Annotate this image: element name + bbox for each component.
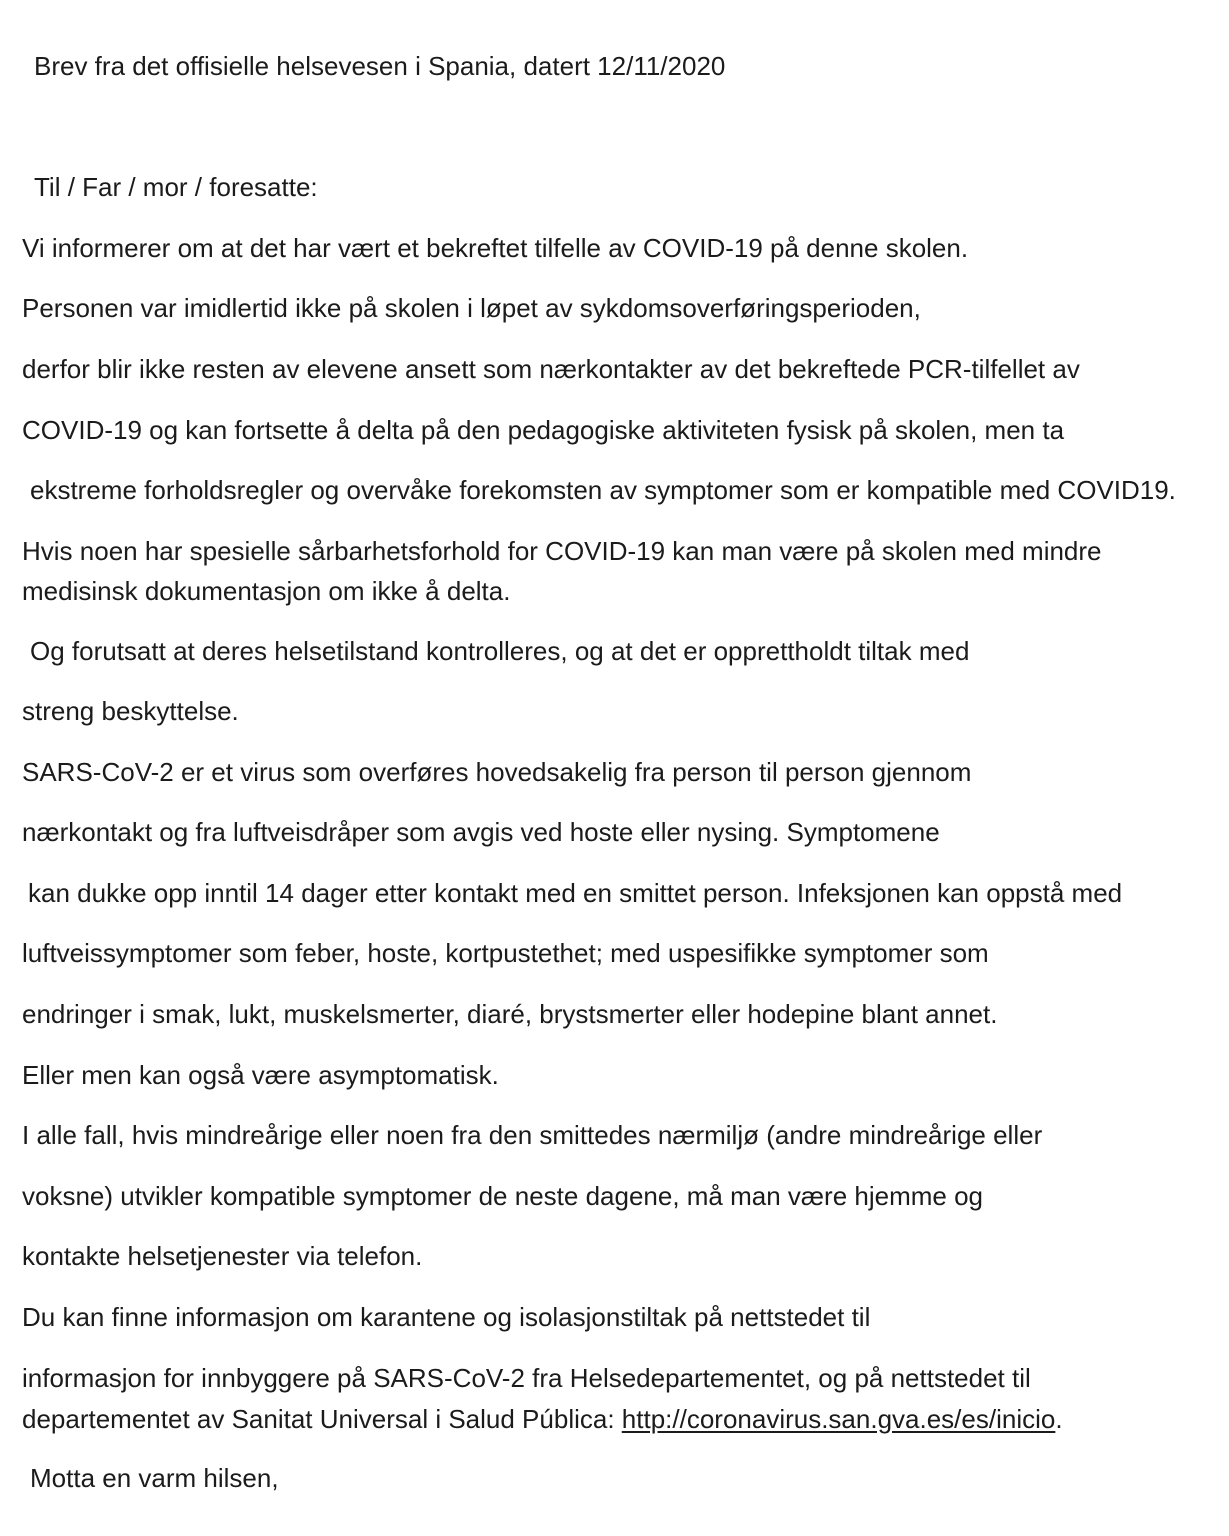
paragraph-line: streng beskyttelse. (22, 696, 239, 726)
paragraph-line: Du kan finne informasjon om karantene og isolasjonstiltak på nettstedet til (22, 1302, 871, 1332)
paragraph-line: informasjon for innbyggere på SARS-CoV-2 fra Helsedepartementet, og på nettstedet til (22, 1363, 1031, 1393)
paragraph-line: voksne) utvikler kompatible symptomer de neste dagene, må man være hjemme og (22, 1181, 983, 1211)
paragraph-line: medisinsk dokumentasjon om ikke å delta. (22, 576, 511, 606)
link-prefix-text: departementet av Sanitat Universal i Salud Pública: (22, 1404, 622, 1434)
paragraph-asymptomatic: Eller men kan også være asymptomatisk. (22, 1060, 499, 1090)
paragraph-line: endringer i smak, lukt, muskelsmerter, diaré, brystsmerter eller hodepine blant annet. (22, 999, 998, 1029)
paragraph-line: Personen var imidlertid ikke på skolen i løpet av sykdomsoverføringsperioden, (22, 293, 921, 323)
link-suffix-text: . (1055, 1404, 1063, 1434)
paragraph-line: kontakte helsetjenester via telefon. (22, 1241, 423, 1271)
paragraph-line: SARS-CoV-2 er et virus som overføres hovedsakelig fra person til person gjennom (22, 757, 972, 787)
paragraph-line: derfor blir ikke resten av elevene ansett som nærkontakter av det bekreftede PCR-tilfellet av (22, 354, 1080, 384)
paragraph-line: kan dukke opp inntil 14 dager etter kontakt med en smittet person. Infeksjonen kan oppstå med (28, 878, 1123, 908)
paragraph-line: ekstreme forholdsregler og overvåke forekomsten av symptomer som er kompatible med COVID19. (30, 475, 1176, 505)
paragraph-line: COVID-19 og kan fortsette å delta på den pedagogiske aktiviteten fysisk på skolen, men ta (22, 415, 1065, 445)
paragraph-line-with-link (22, 1401, 1063, 1437)
paragraph-line: nærkontakt og fra luftveisdråper som avgis ved hoste eller nysing. Symptomene (22, 817, 940, 847)
paragraph-confirmed-case: Vi informerer om at det har vært et bekreftet tilfelle av COVID-19 på denne skolen. (22, 233, 969, 263)
paragraph-line: I alle fall, hvis mindreårige eller noen fra den smittedes nærmiljø (andre mindreårige eller (22, 1120, 1043, 1150)
paragraph-line: Og forutsatt at deres helsetilstand kontrolleres, og at det er opprettholdt tiltak med (30, 636, 970, 666)
letter-heading: Brev fra det offisielle helsevesen i Spania, datert 12/11/2020 (34, 51, 726, 81)
salutation: Til / Far / mor / foresatte: (34, 172, 318, 202)
paragraph-line: luftveissymptomer som feber, hoste, kortpustethet; med uspesifikke symptomer som (22, 938, 989, 968)
paragraph-line: Hvis noen har spesielle sårbarhetsforhold for COVID-19 kan man være på skolen med mindre (22, 536, 1102, 566)
coronavirus-info-link[interactable]: http://coronavirus.san.gva.es/es/inicio (621, 1404, 1056, 1434)
closing-greeting: Motta en varm hilsen, (30, 1463, 279, 1493)
